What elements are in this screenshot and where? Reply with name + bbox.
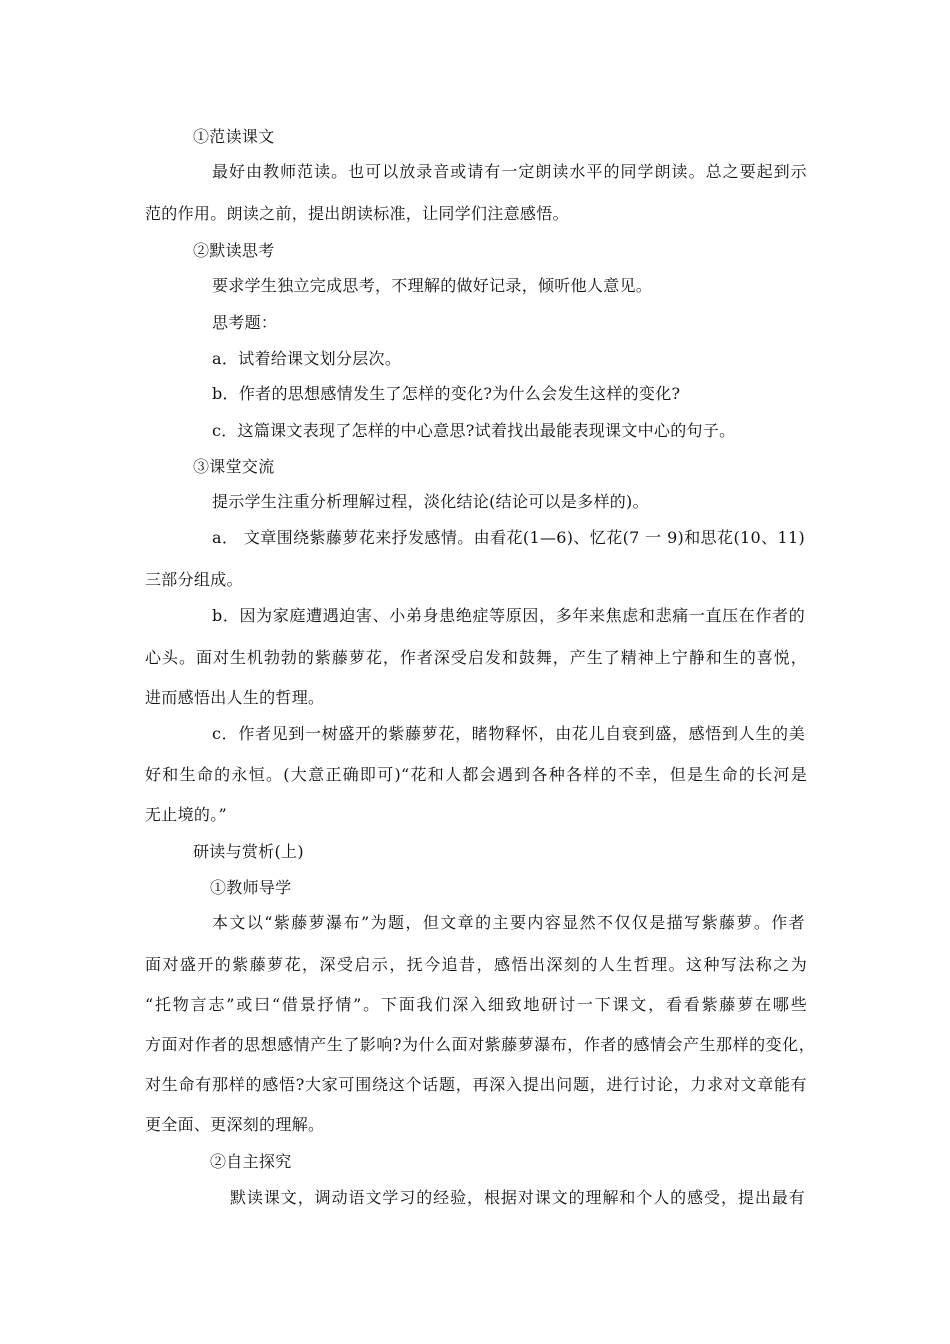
answer-a-line: 三部分组成。 [145, 570, 243, 589]
answer-b-line: 进而感悟出人生的哲理。 [145, 688, 325, 707]
answer-c-line: 无止境的。” [145, 805, 227, 824]
heading-teacher-guide: ①教师导学 [210, 878, 292, 897]
answer-c-line: c．作者见到一树盛开的紫藤萝花，睹物释怀，由花儿自衰到盛，感悟到人生的美 [212, 724, 805, 743]
heading-study-analysis: 研读与赏析(上) [193, 842, 304, 861]
heading-class-discussion: ③课堂交流 [193, 457, 275, 476]
question-b: b．作者的思想感情发生了怎样的变化?为什么会发生这样的变化? [212, 384, 681, 403]
paragraph-line: 最好由教师范读。也可以放录音或请有一定朗读水平的同学朗读。总之要起到示 [212, 162, 807, 181]
guide-paragraph-line: 更全面、更深刻的理解。 [145, 1115, 325, 1134]
answer-a-line: a． 文章围绕紫藤萝花来抒发感情。由看花(1—6)、忆花(7 一 9)和思花(10、11) [212, 528, 805, 547]
heading-silent-reading: ②默读思考 [193, 241, 275, 260]
question-c: c．这篇课文表现了怎样的中心意思?试着找出最能表现课文中心的句子。 [212, 421, 736, 440]
guide-paragraph-line: 本文以“紫藤萝瀑布”为题，但文章的主要内容显然不仅仅是描写紫藤萝。作者 [212, 913, 805, 932]
question-a: a．试着给课文划分层次。 [212, 349, 402, 368]
heading-self-exploration: ②自主探究 [210, 1152, 292, 1171]
answer-b-line: b．因为家庭遭遇迫害、小弟身患绝症等原因，多年来焦虑和悲痛一直压在作者的 [212, 606, 805, 625]
exploration-paragraph-line: 默读课文，调动语文学习的经验，根据对课文的理解和个人的感受，提出最有 [230, 1188, 805, 1207]
paragraph-line: 范的作用。朗读之前，提出朗读标准，让同学们注意感悟。 [145, 204, 569, 223]
guide-paragraph-line: 方面对作者的思想感情产生了影响?为什么面对紫藤萝瀑布，作者的感情会产生那样的变化， [145, 1035, 815, 1054]
questions-label: 思考题： [212, 313, 278, 332]
paragraph-line: 提示学生注重分析理解过程，淡化结论(结论可以是多样的)。 [212, 492, 649, 511]
paragraph-line: 要求学生独立完成思考，不理解的做好记录，倾听他人意见。 [212, 276, 653, 295]
heading-model-reading: ①范读课文 [193, 127, 275, 146]
guide-paragraph-line: 对生命有那样的感悟?大家可围绕这个话题，再深入提出问题，进行讨论，力求对文章能有 [145, 1075, 807, 1094]
guide-paragraph-line: 面对盛开的紫藤萝花，深受启示，抚今追昔，感悟出深刻的人生哲理。这种写法称之为 [145, 955, 807, 974]
answer-b-line: 心头。面对生机勃勃的紫藤萝花，作者深受启发和鼓舞，产生了精神上宁静和生的喜悦， [145, 648, 807, 667]
answer-c-line: 好和生命的永恒。(大意正确即可)“花和人都会遇到各种各样的不幸，但是生命的长河是 [145, 765, 807, 784]
guide-paragraph-line: “托物言志”或曰“借景抒情”。下面我们深入细致地研讨一下课文，看看紫藤萝在哪些 [145, 995, 807, 1014]
